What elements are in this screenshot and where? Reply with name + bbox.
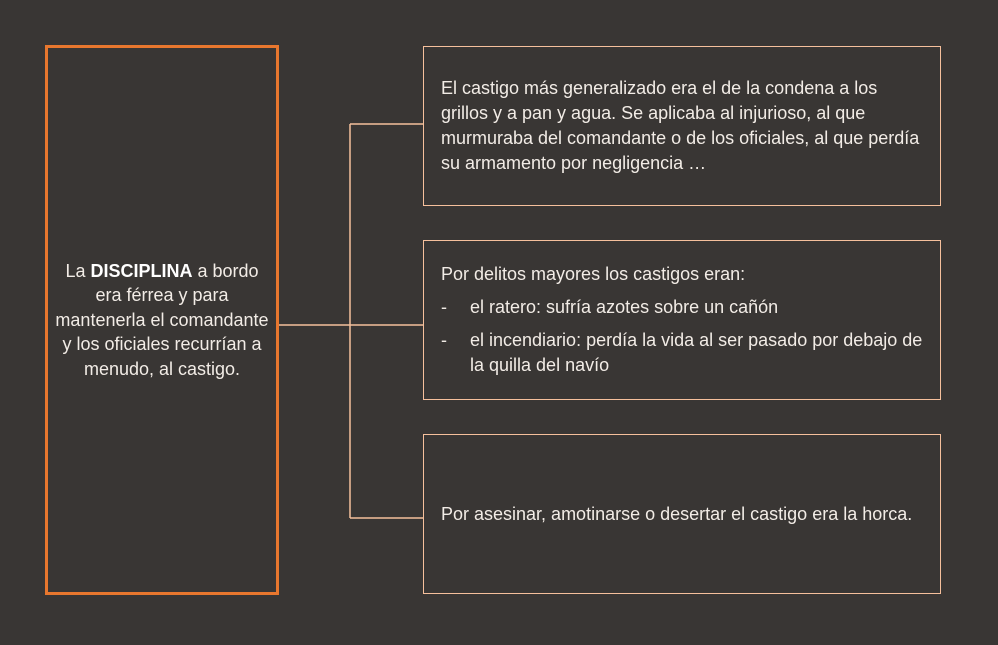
main-text-emphasis: DISCIPLINA [90, 260, 193, 281]
main-text-after: a bordo era férrea y para mantenerla el comandante y los oficiales recurrían a menudo, al castigo. [55, 260, 269, 379]
branch-2-intro: Por delitos mayores los castigos eran: [441, 264, 746, 284]
list-item-text: el incendiario: perdía la vida al ser pasado por debajo de la quilla del navío [470, 330, 923, 375]
list-marker: - [441, 330, 447, 350]
branch-box-2 [423, 240, 941, 400]
branch-box-1 [423, 46, 941, 206]
list-marker: - [441, 297, 447, 317]
list-item [441, 295, 924, 320]
branch-box-3 [423, 434, 941, 594]
branch-1-text: El castigo más generalizado era el de la condena a los grillos y a pan y agua. Se aplicaba al injurioso, al que murmuraba del comandante o de los oficiales, al que perdía su armamento por negligencia … [441, 78, 920, 173]
main-concept-text [55, 259, 270, 382]
list-item [441, 328, 924, 378]
punishment-list [441, 295, 924, 378]
list-item-text: el ratero: sufría azotes sobre un cañón [470, 297, 779, 317]
main-concept-box [45, 45, 279, 595]
main-text-before: La [65, 260, 91, 281]
branch-3-text: Por asesinar, amotinarse o desertar el castigo era la horca. [441, 503, 913, 524]
